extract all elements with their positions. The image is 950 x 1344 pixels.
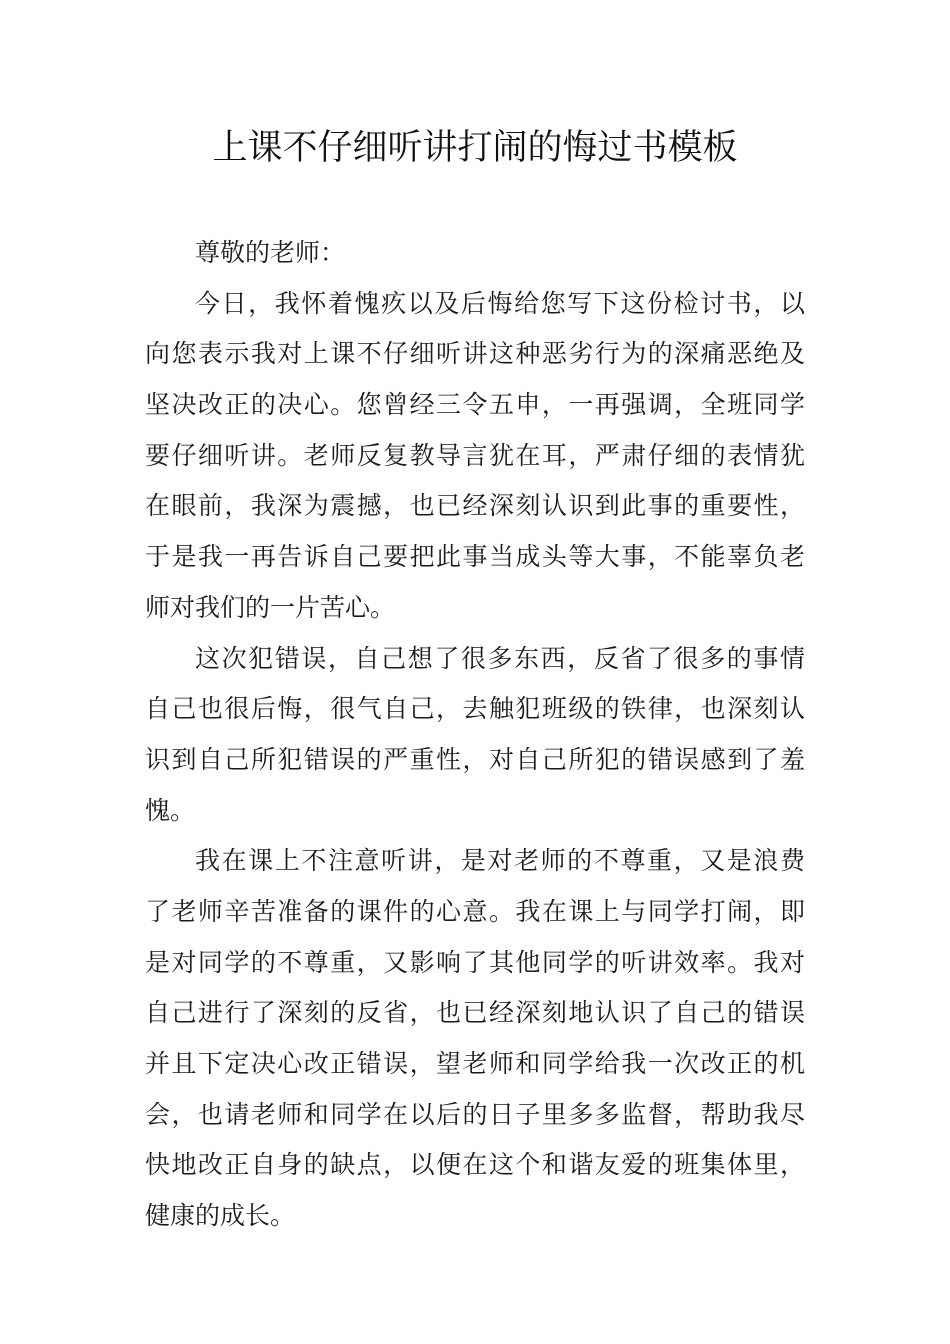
- salutation: 尊敬的老师：: [195, 238, 346, 267]
- paragraph-2-line-2: 自己也很后悔，很气自己，去触犯班级的铁律，也深刻认: [145, 694, 805, 724]
- paragraph-3-line-7: 快地改正自身的缺点，以便在这个和谐友爱的班集体里，: [145, 1150, 805, 1180]
- paragraph-3-line-2: 了老师辛苦准备的课件的心意。我在课上与同学打闹，即: [145, 896, 805, 926]
- paragraph-1-line-5: 在眼前，我深为震撼，也已经深刻认识到此事的重要性，: [145, 491, 805, 521]
- paragraph-1-line-4: 要仔细听讲。老师反复教导言犹在耳，严肃仔细的表情犹: [145, 440, 805, 470]
- paragraph-1-line-1: 今日，我怀着愧疚以及后悔给您写下这份检讨书，以: [195, 288, 805, 318]
- paragraph-3-line-1: 我在课上不注意听讲，是对老师的不尊重，又是浪费: [195, 846, 805, 876]
- paragraph-1-line-7: 师对我们的一片苦心。: [145, 592, 396, 622]
- paragraph-1-line-2: 向您表示我对上课不仔细听讲这种恶劣行为的深痛恶绝及: [145, 339, 805, 369]
- paragraph-3-line-5: 并且下定决心改正错误，望老师和同学给我一次改正的机: [145, 1049, 805, 1078]
- paragraph-3-line-3: 是对同学的不尊重，又影响了其他同学的听讲效率。我对: [145, 947, 805, 977]
- paragraph-3-line-8: 健康的成长。: [145, 1201, 296, 1231]
- paragraph-3-line-4: 自己进行了深刻的反省，也已经深刻地认识了自己的错误: [145, 998, 805, 1028]
- paragraph-1-line-6: 于是我一再告诉自己要把此事当成头等大事，不能辜负老: [145, 542, 805, 572]
- paragraph-2-line-3: 识到自己所犯错误的严重性，对自己所犯的错误感到了羞: [145, 744, 805, 774]
- document-title: 上课不仔细听讲打闹的悔过书模板: [212, 128, 738, 168]
- paragraph-3-line-6: 会，也请老师和同学在以后的日子里多多监督，帮助我尽: [145, 1099, 805, 1129]
- paragraph-2-line-1: 这次犯错误，自己想了很多东西，反省了很多的事情: [195, 643, 805, 673]
- paragraph-1-line-3: 坚决改正的决心。您曾经三令五申，一再强调，全班同学: [145, 390, 805, 420]
- document-body: [145, 228, 805, 1242]
- paragraph-2-line-4: 愧。: [145, 795, 196, 825]
